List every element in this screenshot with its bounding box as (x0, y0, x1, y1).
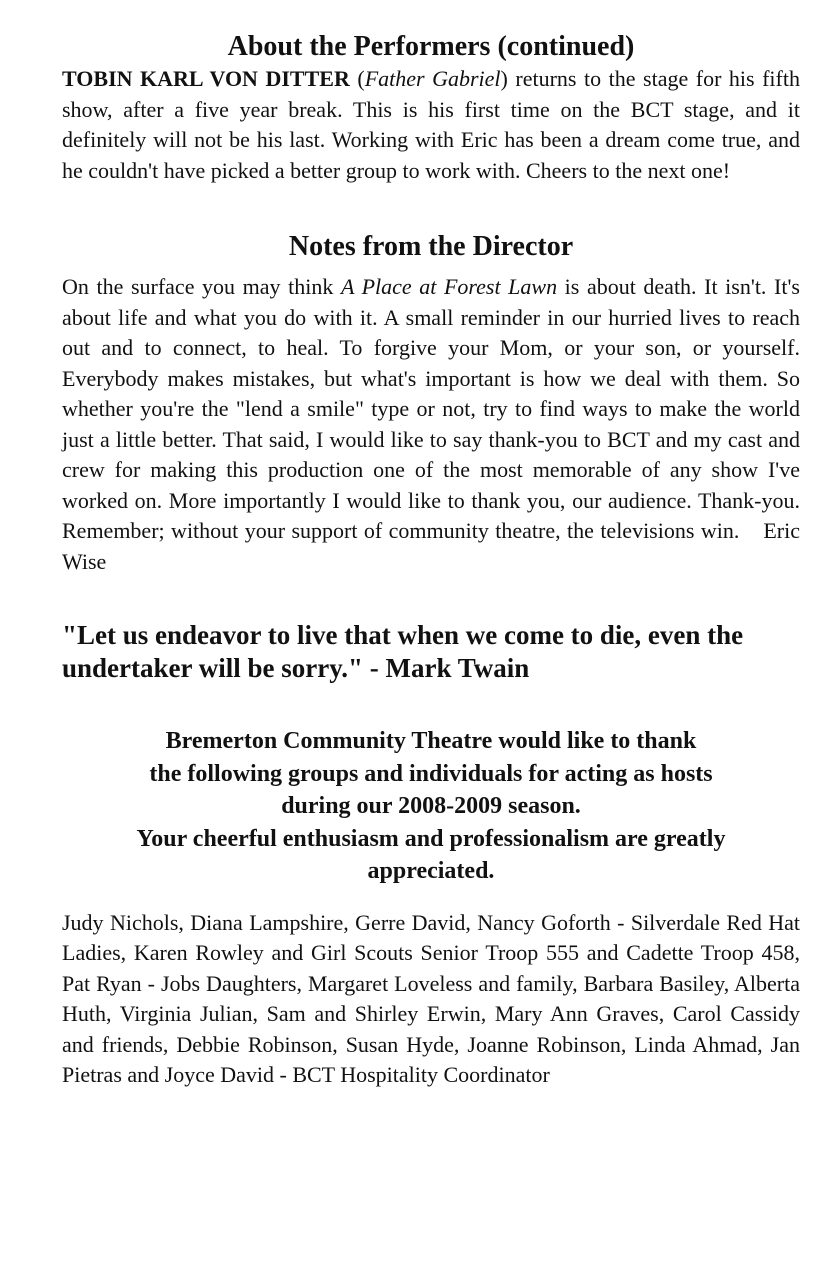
program-page (62, 30, 800, 1113)
director-section (62, 230, 800, 577)
thanks-line-2: the following groups and individuals for acting as hosts (149, 760, 713, 787)
performers-section (62, 30, 800, 186)
thanks-line-1: Bremerton Community Theatre would like to thank (165, 728, 697, 754)
thanks-line-3: during our 2008-2009 season. (281, 793, 581, 819)
director-heading: Notes from the Director (288, 231, 574, 262)
role-close-paren: ) (500, 66, 508, 91)
performer-role: Father Gabriel (364, 66, 501, 91)
play-title: A Place at Forest Lawn (340, 274, 558, 299)
performers-heading: About the Performers (continued) (227, 31, 635, 62)
thanks-line-5: appreciated. (367, 858, 495, 884)
thanks-section (62, 725, 800, 888)
performer-name: TOBIN KARL VON DITTER (62, 66, 350, 91)
performer-bio-text: returns to the stage for his fifth show, after a five year break. This is his first time on the BCT stage, and it definitely will not be his last. Working with Eric has been a dream come true, and he couldn't have picked a better group to work with. Cheers to the next one! (62, 66, 800, 183)
director-text-intro: On the surface you may think (62, 274, 341, 299)
role-open-paren: ( (357, 66, 365, 91)
thanks-line-4: Your cheerful enthusiasm and professionalism are greatly (136, 825, 726, 852)
director-notes (62, 272, 800, 577)
hosts-list: Judy Nichols, Diana Lampshire, Gerre David, Nancy Goforth - Silverdale Red Hat Ladies, Karen Rowley and Girl Scouts Senior Troop 555 and Cadette Troop 458, Pat Ryan - Jobs Daughters, Margaret Loveless and family, Barbara Basiley, Alberta Huth, Virginia Julian, Sam and Shirley Erwin, Mary Ann Graves, Carol Cassidy and friends, Debbie Robinson, Susan Hyde, Joanne Robinson, Linda Ahmad, Jan Pietras and Joyce David - BCT Hospitality Coordinator (62, 909, 800, 1087)
performer-bio (62, 64, 800, 186)
director-text-body: is about death. It isn't. It's about life and what you do with it. A small reminder in our hurried lives to reach out and to connect, to heal. To forgive your Mom, or your son, or yourself. Everybody makes mistakes, but what's important is how we deal with them. So whether you're the "lend a smile" type or not, try to find ways to make the world just a little better. That said, I would like to say thank-you to BCT and my cast and crew for making this production one of the most memorable of any show I've worked on. More importantly I would like to thank you, our audience. Thank-you. Remember; without your support of community theatre, the televisions win. (62, 274, 800, 543)
mark-twain-quote: "Let us endeavor to live that when we come to die, even the undertaker will be sorry." - Mark Twain (62, 620, 744, 683)
director-signature: Eric Wise (62, 518, 800, 574)
